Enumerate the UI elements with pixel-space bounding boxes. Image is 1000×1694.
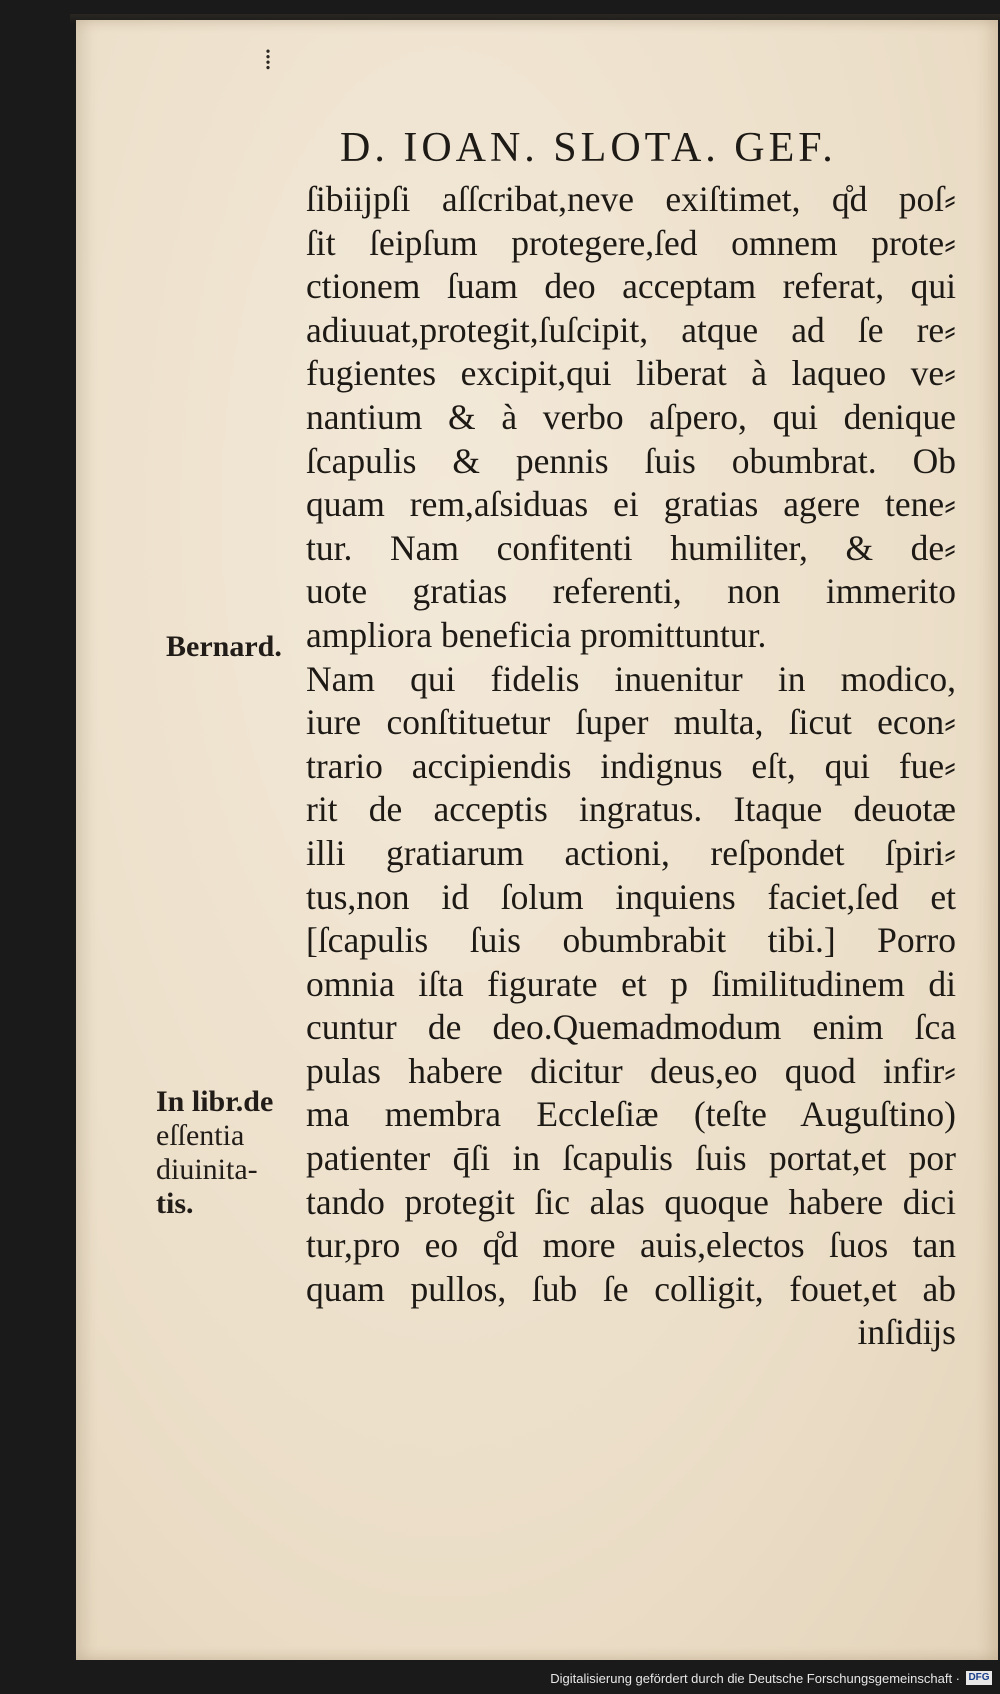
catchword: inſidĳs [857, 1312, 956, 1353]
text-line: Nam qui fidelis inuenitur in modico, [306, 658, 956, 699]
text-line: ſibiĳpſi aſſcribat,neve exiſtimet, q̊d poſ⸗ [306, 179, 956, 219]
text-line: cuntur de deo.Quemadmodum enim ſca [306, 1007, 956, 1048]
text-line: tus,non id ſolum inquiens faciet,ſed et [306, 876, 956, 917]
margin-note-in-libr [156, 1085, 291, 1221]
text-line: nantium & à verbo aſpero, qui denique [306, 396, 956, 437]
text-line: pulas habere dicitur deus,eo quod infir⸗ [306, 1050, 956, 1091]
margin-note-bernard: Bernard. [166, 630, 282, 663]
text-line: ampliora beneficia promittuntur. [306, 614, 767, 655]
text-line: iure conſtituetur ſuper multa, ſicut econ⸗ [306, 702, 956, 743]
text-line: trario accipiendis indignus eſt, qui fue⸗ [306, 745, 956, 786]
text-line: ma membra Eccleſiæ (teſte Auguſtino) [306, 1094, 956, 1135]
margin-note-line: eſſentia [156, 1119, 245, 1152]
text-line: omnia iſta figurate et p ſimilitudinem di [306, 963, 956, 1004]
footer-text: Digitalisierung gefördert durch die Deutsche Forschungsgemeinschaft · [550, 1670, 960, 1686]
text-line: ctionem ſuam deo acceptam referat, qui [306, 266, 956, 307]
binding-mark: ⁞ [264, 45, 272, 76]
text-line: tur,pro eo q̊d more auis,electos ſuos tan [306, 1225, 956, 1266]
text-line: ſit ſeipſum protegere,ſed omnem prote⸗ [306, 222, 956, 263]
dfg-logo-icon: DFG [966, 1671, 992, 1685]
text-line: tur. Nam confitenti humiliter, & de⸗ [306, 527, 956, 568]
text-line: quam pullos, ſub ſe colligit, fouet,et ab [306, 1268, 956, 1309]
text-line: tando protegit ſic alas quoque habere dici [306, 1181, 956, 1222]
text-line: patienter q̄ſi in ſcapulis ſuis portat,et por [306, 1138, 956, 1179]
text-line: uote gratias referenti, non immerito [306, 571, 956, 612]
margin-note-line: diuinita- [156, 1153, 258, 1186]
text-line: fugientes excipit,qui liberat à laqueo ve⸗ [306, 353, 956, 394]
text-line: rit de acceptis ingratus. Itaque deuotæ [306, 789, 956, 830]
digitization-footer [550, 1668, 992, 1688]
text-line: [ſcapulis ſuis obumbrabit tibi.] Porro [306, 920, 956, 961]
margin-note-line: In libr.de [156, 1085, 274, 1118]
text-line: ſcapulis & pennis ſuis obumbrat. Ob [306, 440, 956, 481]
text-line: illi gratiarum actioni, reſpondet ſpiri⸗ [306, 832, 956, 873]
running-head: D. IOAN. SLOTA. GEF. [340, 125, 837, 171]
text-line: adiuuat,protegit,ſuſcipit, atque ad ſe re⸗ [306, 309, 956, 350]
body-text [306, 178, 956, 1355]
margin-note-line: tis. [156, 1187, 194, 1220]
text-line: quam rem,aſsiduas ei gratias agere tene⸗ [306, 484, 956, 525]
